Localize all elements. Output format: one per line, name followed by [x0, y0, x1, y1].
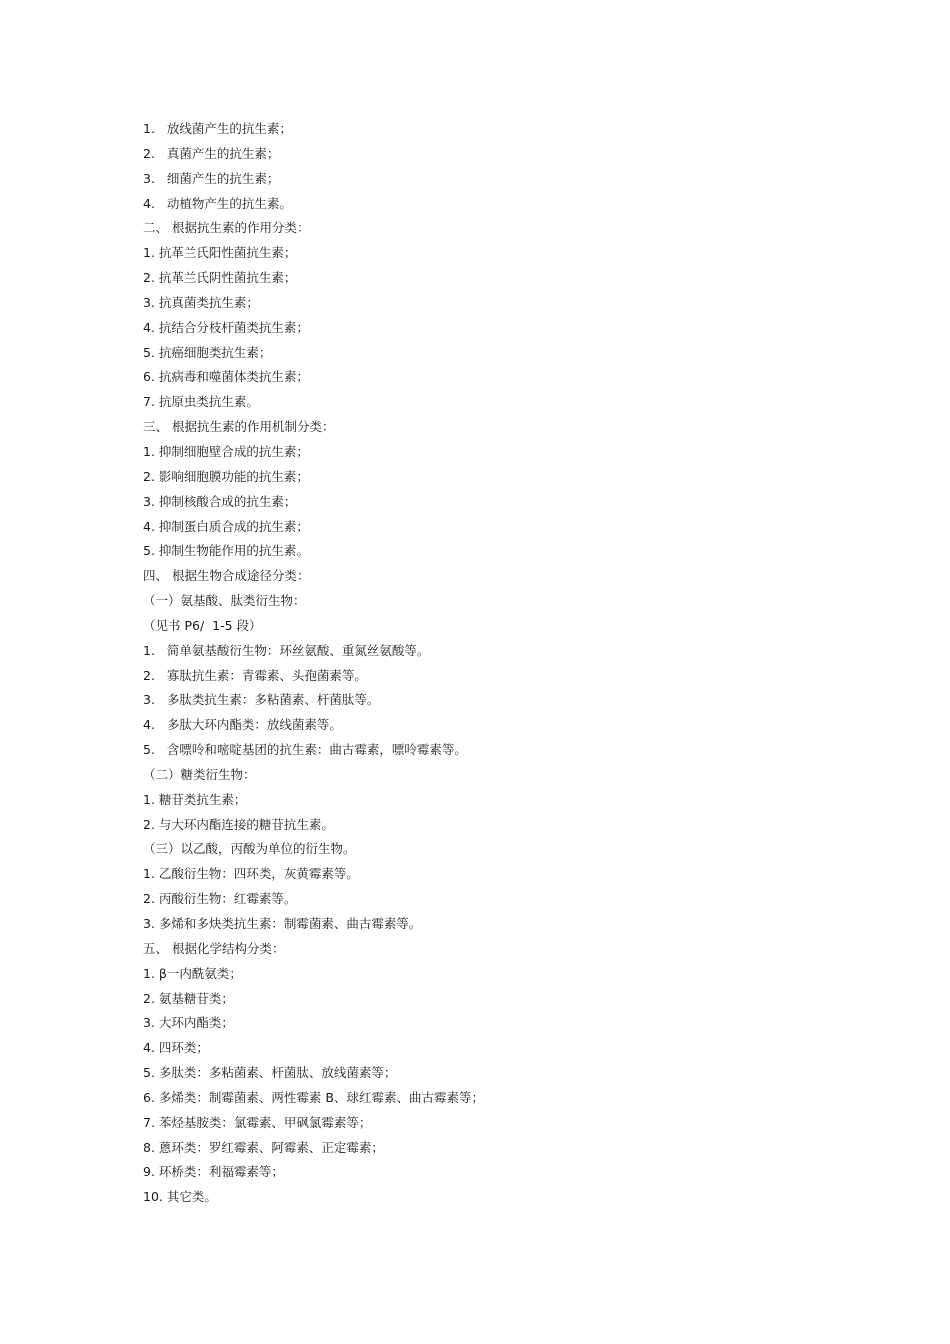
reference-note: （见书 P6/ 1-5 段）	[143, 617, 262, 633]
list-item: 10. 其它类。	[143, 1189, 217, 1205]
section-heading: 三、 根据抗生素的作用机制分类：	[143, 419, 335, 435]
subsection-heading: （二）糖类衍生物：	[143, 766, 256, 782]
list-item: 2. 寡肽抗生素：青霉素、头孢菌素等。	[143, 667, 367, 683]
subsection-heading: （三）以乙酸，丙酸为单位的衍生物。	[143, 841, 356, 857]
list-item: 2. 氨基糖苷类；	[143, 990, 234, 1006]
list-item: 3. 多烯和多炔类抗生素：制霉菌素、曲古霉素等。	[143, 916, 422, 931]
list-item: 5. 多肽类：多粘菌素、杆菌肽、放线菌素等；	[143, 1065, 397, 1081]
list-item: 1. 简单氨基酸衍生物：环丝氨酸、重氮丝氨酸等。	[143, 642, 430, 658]
list-item: 2. 丙酸衍生物：红霉素等。	[143, 891, 297, 907]
list-item: 3. 多肽类抗生素：多粘菌素、杆菌肽等。	[143, 692, 380, 708]
list-item: 6. 多烯类：制霉菌素、两性霉素 B、球红霉素、曲古霉素等；	[143, 1089, 484, 1105]
list-item: 4. 四环类；	[143, 1040, 209, 1056]
list-item: 2. 与大环内酯连接的糖苷抗生素。	[143, 816, 334, 832]
section-heading: 四、 根据生物合成途径分类：	[143, 568, 310, 584]
list-item: 5. 抑制生物能作用的抗生素。	[143, 543, 309, 559]
list-item: 7. 苯烃基胺类：氯霉素、甲砜氯霉素等；	[143, 1114, 372, 1130]
list-item: 1. 糖苷类抗生素；	[143, 791, 247, 807]
list-item: 1. 放线菌产生的抗生素；	[143, 121, 292, 136]
list-item: 3. 抑制核酸合成的抗生素；	[143, 493, 297, 509]
list-item: 8. 蒽环类：罗红霉素、阿霉素、正定霉素；	[143, 1139, 384, 1155]
list-item: 4. 抑制蛋白质合成的抗生素；	[143, 518, 309, 534]
list-item: 4. 动植物产生的抗生素。	[143, 195, 292, 211]
list-item: 3. 细菌产生的抗生素；	[143, 170, 280, 186]
list-item: 1. 抗革兰氏阳性菌抗生素；	[143, 245, 297, 261]
list-item: 1. 抑制细胞壁合成的抗生素；	[143, 443, 309, 459]
list-item: 4. 抗结合分枝杆菌类抗生素；	[143, 319, 309, 335]
list-item: 3. 大环内酯类；	[143, 1015, 234, 1031]
section-heading: 五、 根据化学结构分类：	[143, 940, 285, 956]
list-item: 6. 抗病毒和噬菌体类抗生素；	[143, 369, 309, 385]
list-item: 9. 环桥类：利福霉素等；	[143, 1164, 284, 1180]
document-body	[143, 117, 843, 1210]
list-item: 5. 含嘌呤和嘧啶基团的抗生素：曲古霉素，嘌呤霉素等。	[143, 742, 467, 758]
list-item: 4. 多肽大环内酯类：放线菌素等。	[143, 717, 342, 733]
list-item: 7. 抗原虫类抗生素。	[143, 394, 259, 410]
list-item: 1. β一内酰氨类；	[143, 965, 242, 981]
subsection-heading: （一）氨基酸、肽类衍生物：	[143, 593, 306, 609]
list-item: 1. 乙酸衍生物：四环类，灰黄霉素等。	[143, 866, 359, 882]
list-item: 2. 抗革兰氏阴性菌抗生素；	[143, 270, 297, 286]
list-item: 3. 抗真菌类抗生素；	[143, 294, 259, 310]
list-item: 2. 真菌产生的抗生素；	[143, 145, 280, 161]
section-heading: 二、 根据抗生素的作用分类：	[143, 220, 310, 236]
list-item: 5. 抗癌细胞类抗生素；	[143, 344, 272, 360]
list-item: 2. 影响细胞膜功能的抗生素；	[143, 468, 309, 484]
